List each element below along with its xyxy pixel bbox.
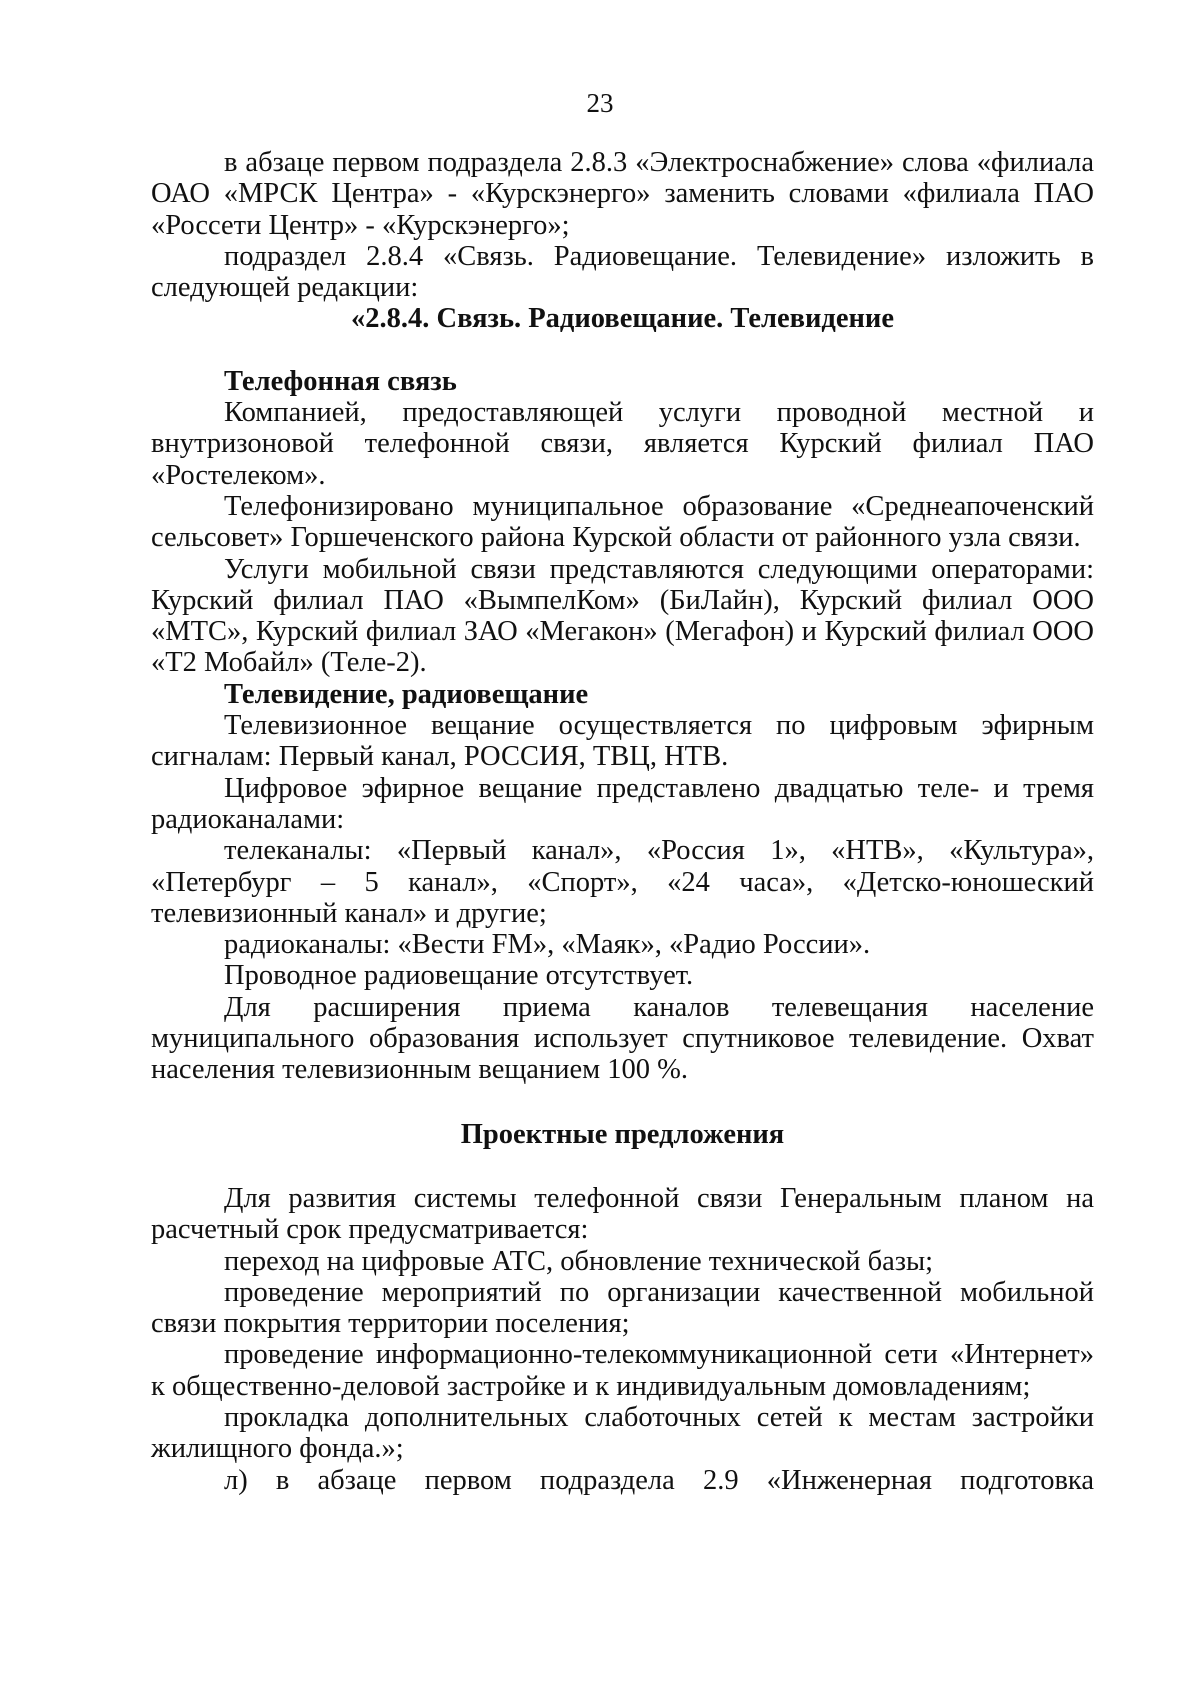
paragraph-electricity-amendment: в абзаце первом подраздела 2.8.3 «Электроснабжение» слова «филиала ОАО «МРСК Центра» - «Курскэнерго» заменить словами «филиала ПАО «Россети Центр» - «Курскэнерго»; <box>151 147 1094 241</box>
paragraph-mobile-coverage: проведение мероприятий по организации качественной мобильной связи покрытия территории поселения; <box>151 1276 1094 1340</box>
spacer <box>151 1086 1094 1119</box>
paragraph-telephone-development: Для развития системы телефонной связи Генеральным планом на расчетный срок предусматривается: <box>151 1182 1094 1246</box>
paragraph-tv-broadcast: Телевизионное вещание осуществляется по цифровым эфирным сигналам: Первый канал, РОССИЯ, ТВЦ, НТВ. <box>151 710 1094 773</box>
heading-project-proposals: Проектные предложения <box>460 1118 785 1150</box>
paragraph-satellite-tv: Для расширения приема каналов телевещания население муниципального образования использует спутниковое телевидение. Охват населения телевизионным вещанием 100 %. <box>151 991 1094 1086</box>
subheading-telephone: Телефонная связь <box>224 365 457 397</box>
subheading-tv-radio: Телевидение, радиовещание <box>224 678 589 710</box>
paragraph-section-replacement: подраздел 2.8.4 «Связь. Радиовещание. Телевидение» изложить в следующей редакции: <box>151 240 1094 304</box>
paragraph-low-current-networks: прокладка дополнительных слаботочных сетей к местам застройки жилищного фонда.»; <box>151 1401 1094 1465</box>
paragraph-digital-exchanges: переход на цифровые АТС, обновление технической базы; <box>224 1245 934 1277</box>
spacer <box>151 1150 1094 1183</box>
paragraph-telephonization: Телефонизировано муниципальное образование «Среднеапоченский сельсовет» Горшеченского района Курской области от районного узла связи. <box>151 490 1094 554</box>
section-heading: «2.8.4. Связь. Радиовещание. Телевидение <box>350 303 894 335</box>
spacer <box>151 335 1094 366</box>
paragraph-telephone-provider: Компанией, предоставляющей услуги проводной местной и внутризоновой телефонной связи, является Курский филиал ПАО «Ростелеком». <box>151 397 1094 491</box>
paragraph-radio-channels: радиоканалы: «Вести FM», «Маяк», «Радио России». <box>224 929 871 961</box>
paragraph-mobile-operators: Услуги мобильной связи представляются следующими операторами: Курский филиал ПАО «ВымпелКом» (БиЛайн), Курский филиал ООО «МТС», Курский филиал ЗАО «Мегакон» (Мегафон) и Курский филиал ООО «Т2 Мобайл» (Теле-2). <box>151 553 1094 679</box>
paragraph-tv-channels: телеканалы: «Первый канал», «Россия 1», «НТВ», «Культура», «Петербург – 5 канал», «Спорт», «24 часа», «Детско-юношеский телевизионный канал» и другие; <box>151 835 1094 929</box>
paragraph-internet-network: проведение информационно-телекоммуникационной сети «Интернет» к общественно-деловой застройке и к индивидуальным домовладениям; <box>151 1339 1094 1402</box>
document-body <box>151 147 1094 1496</box>
paragraph-digital-broadcast: Цифровое эфирное вещание представлено двадцатью теле- и тремя радиоканалами: <box>151 772 1094 835</box>
page-number: 23 <box>586 88 614 118</box>
paragraph-wired-radio: Проводное радиовещание отсутствует. <box>224 960 694 992</box>
paragraph-engineering-preparation: л) в абзаце первом подраздела 2.9 «Инженерная подготовка <box>224 1464 1094 1496</box>
